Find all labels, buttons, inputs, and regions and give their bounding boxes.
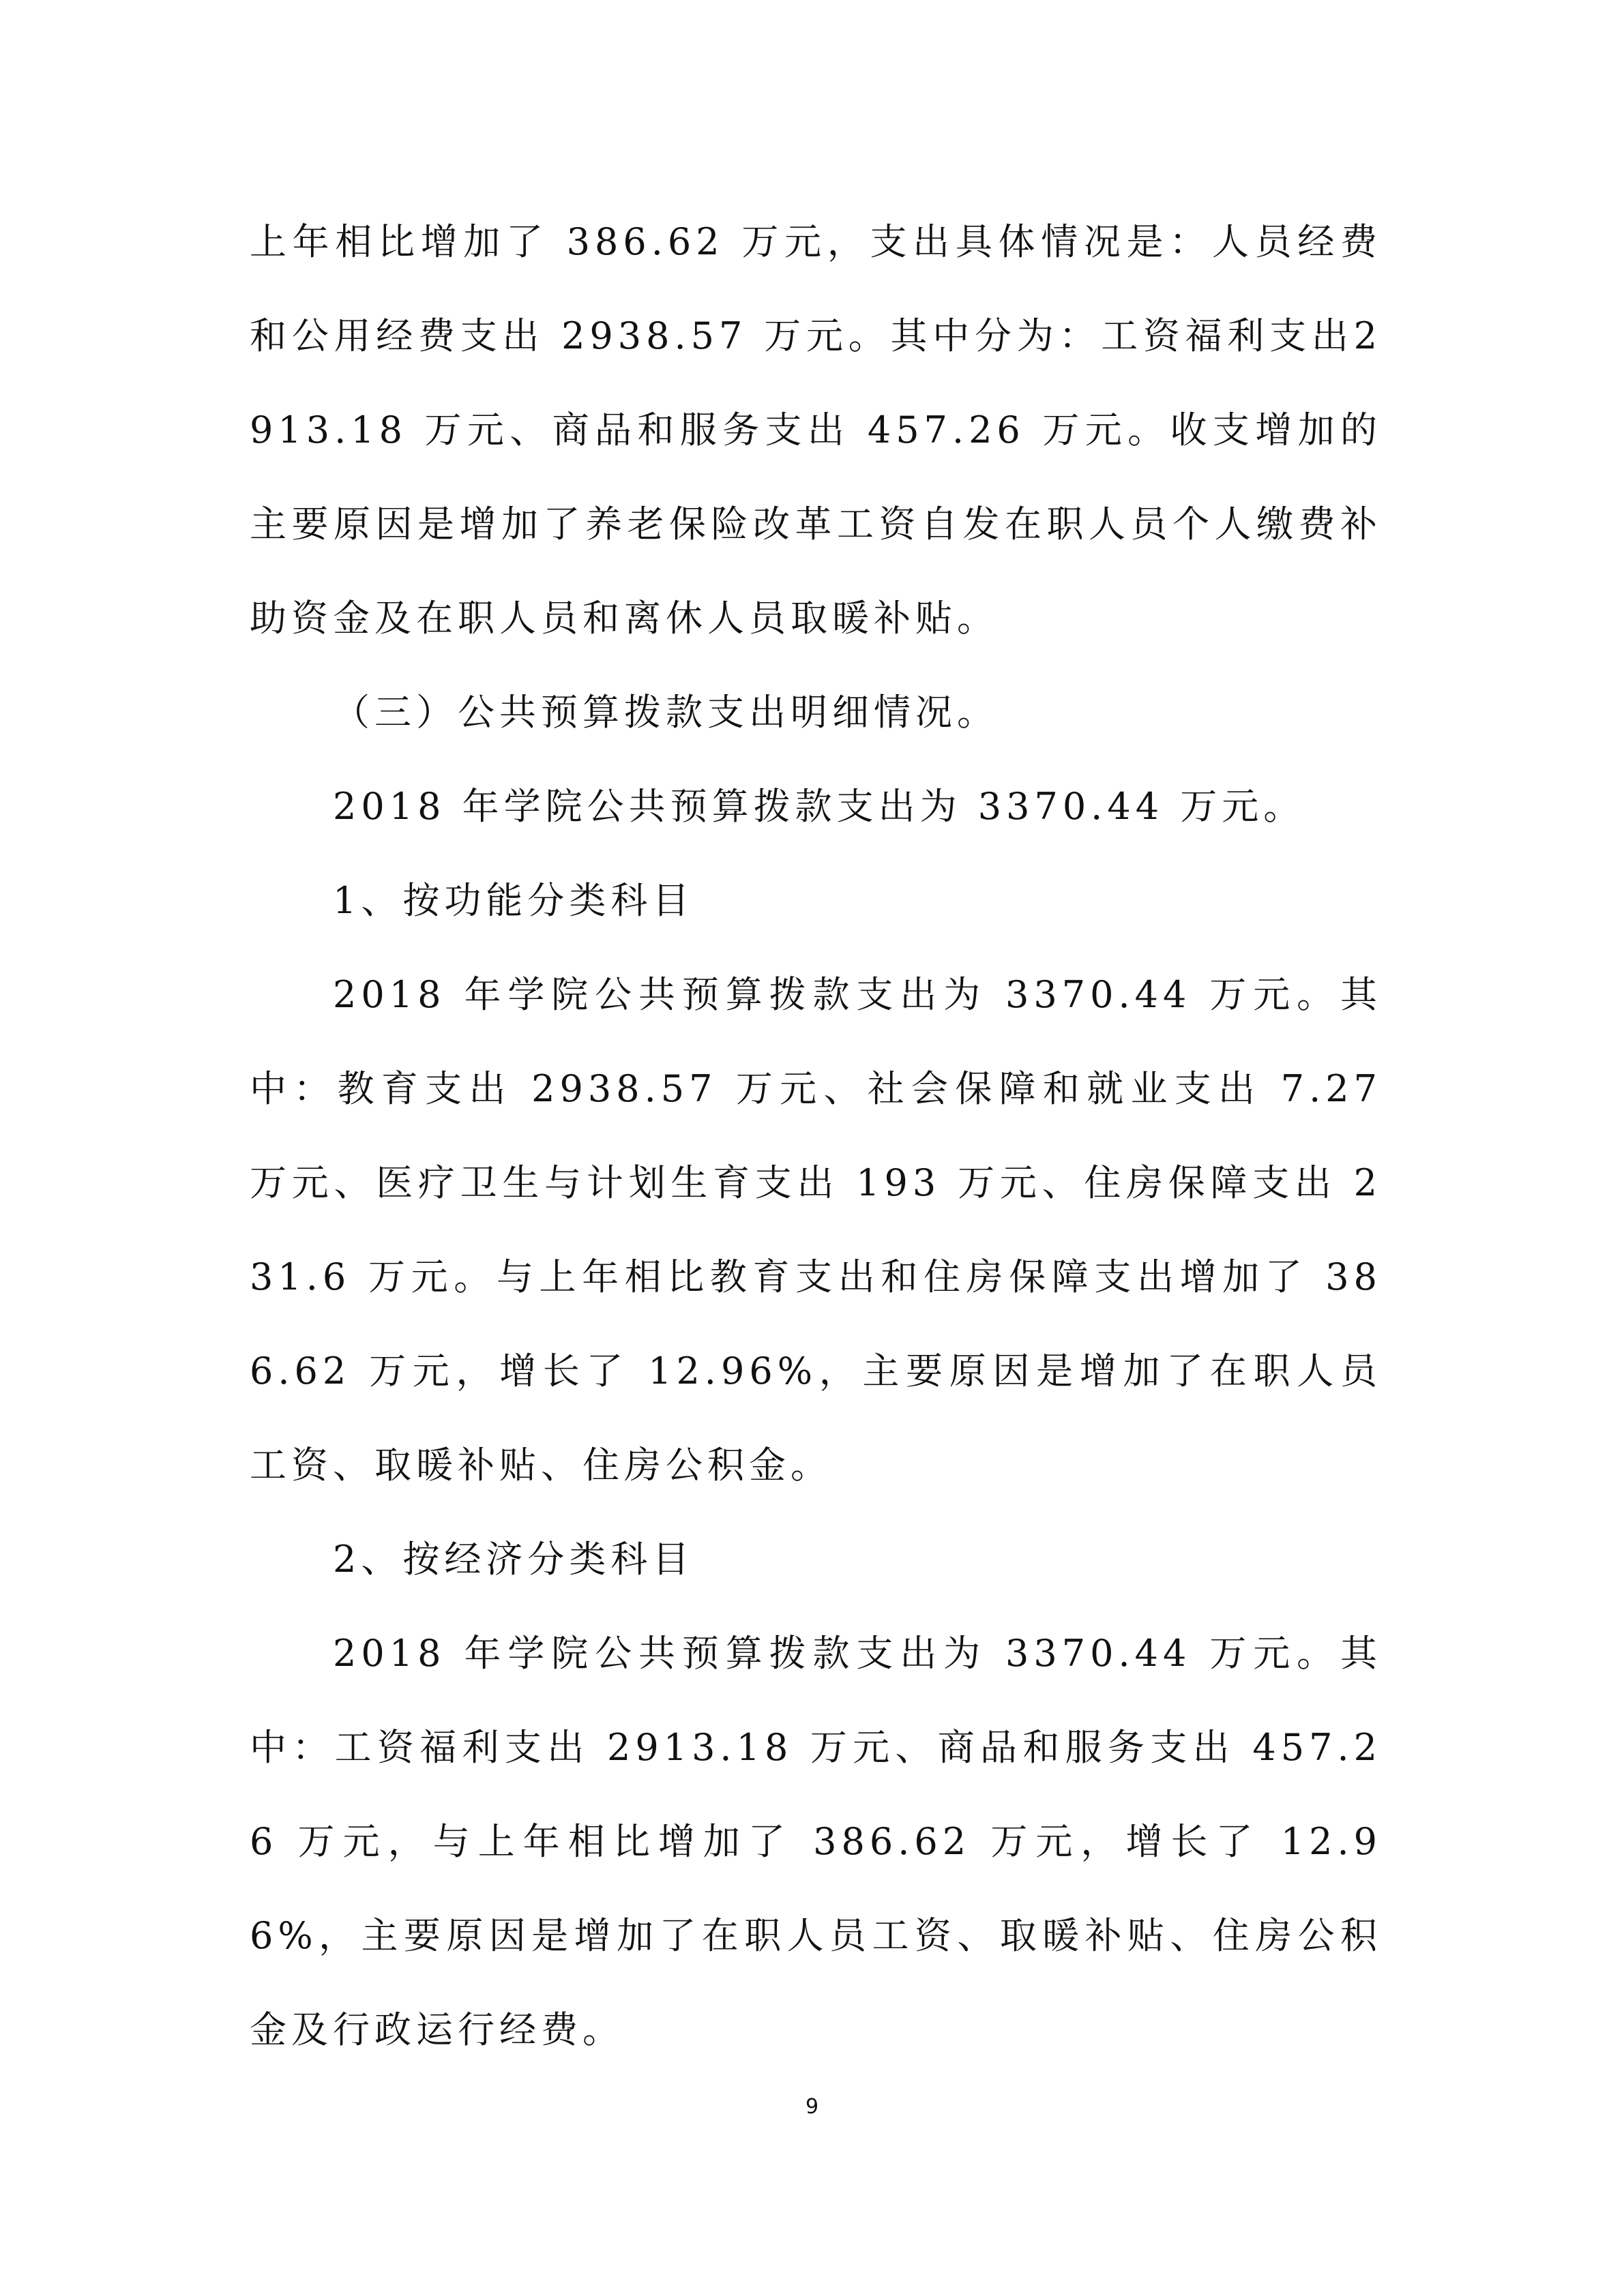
section-heading-public-budget-detail: （三）公共预算拨款支出明细情况。: [333, 691, 999, 734]
document-body: [250, 195, 1382, 2077]
page-number: 9: [805, 2095, 819, 2119]
subheading-functional-classification: 1、按功能分类科目: [333, 879, 694, 922]
paragraph-economic-classification: 2018 年学院公共预算拨款支出为 3370.44 万元。其中：工资福利支出 2913.18 万元、商品和服务支出 457.26 万元，与上年相比增加了 386.62 万元，增长了 12.96%，主要原因是增加了在职人员工资、取暖补贴、住房公积金及行政运行经费。: [250, 1632, 1382, 2051]
paragraph-public-budget-total: 2018 年学院公共预算拨款支出为 3370.44 万元。: [333, 785, 1305, 828]
paragraph-functional-classification: 2018 年学院公共预算拨款支出为 3370.44 万元。其中：教育支出 2938.57 万元、社会保障和就业支出 7.27 万元、医疗卫生与计划生育支出 193 万元、住房保障支出 231.6 万元。与上年相比教育支出和住房保障支出增加了 386.62 万元，增长了 12.96%，主要原因是增加了在职人员工资、取暖补贴、住房公积金。: [250, 973, 1382, 1487]
paragraph-expenditure-details: 上年相比增加了 386.62 万元，支出具体情况是：人员经费和公用经费支出 2938.57 万元。其中分为：工资福利支出2913.18 万元、商品和服务支出 457.26 万元。收支增加的主要原因是增加了养老保险改革工资自发在职人员个人缴费补助资金及在职人员和离休人员取暖补贴。: [250, 220, 1382, 640]
subheading-economic-classification: 2、按经济分类科目: [333, 1538, 694, 1581]
